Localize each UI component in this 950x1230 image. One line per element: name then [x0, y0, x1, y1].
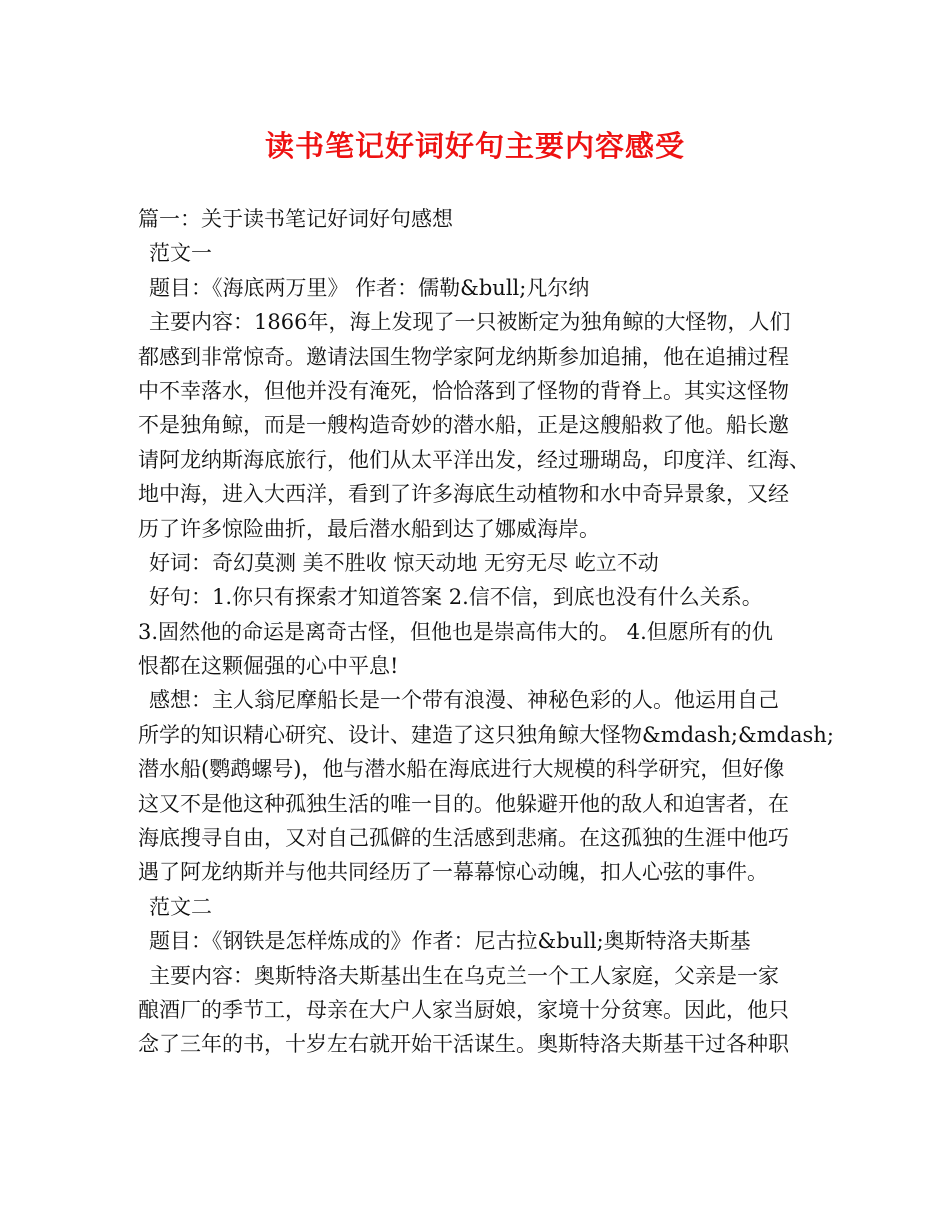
text-line: 潜水船(鹦鹉螺号)，他与潜水船在海底进行大规模的科学研究，但好像 [138, 757, 785, 782]
text-line: 好句：1.你只有探索才知道答案 2.信不信，到底也没有什么关系。 [149, 585, 763, 610]
text-line: 地中海，进入大西洋，看到了许多海底生动植物和水中奇异景象，又经 [138, 482, 789, 507]
text-line: 酿酒厂的季节工，母亲在大户人家当厨娘，家境十分贫寒。因此，他只 [138, 997, 789, 1022]
text-line: 好词：奇幻莫测 美不胜收 惊天动地 无穷无尽 屹立不动 [149, 550, 659, 575]
text-line: 海底搜寻自由，又对自己孤僻的生活感到悲痛。在这孤独的生涯中他巧 [138, 826, 789, 851]
text-line: 篇一：关于读书笔记好词好句感想 [138, 207, 453, 231]
document-title: 读书笔记好词好句主要内容感受 [264, 129, 685, 163]
text-line: 主要内容：奥斯特洛夫斯基出生在乌克兰一个工人家庭，父亲是一家 [149, 963, 779, 988]
text-line: 题目：《海底两万里》 作者：儒勒&bull;凡尔纳 [149, 275, 590, 300]
text-line: 遇了阿龙纳斯并与他共同经历了一幕幕惊心动魄，扣人心弦的事件。 [138, 860, 768, 885]
text-line: 历了许多惊险曲折，最后潜水船到达了娜威海岸。 [138, 516, 600, 541]
text-line: 范文二 [149, 894, 212, 919]
text-line: 都感到非常惊奇。邀请法国生物学家阿龙纳斯参加追捕，他在追捕过程 [138, 344, 789, 369]
text-line: 请阿龙纳斯海底旅行，他们从太平洋出发，经过珊瑚岛，印度洋、红海、 [138, 447, 810, 472]
text-line: 念了三年的书，十岁左右就开始干活谋生。奥斯特洛夫斯基干过各种职 [138, 1032, 789, 1057]
text-line: 恨都在这颗倔强的心中平息! [138, 654, 399, 679]
text-line: 3.固然他的命运是离奇古怪，但他也是崇高伟大的。 4.但愿所有的仇 [138, 619, 773, 644]
text-line: 不是独角鲸，而是一艘构造奇妙的潜水船，正是这艘船救了他。船长邀 [138, 413, 789, 438]
text-line: 题目：《钢铁是怎样炼成的》作者：尼古拉&bull;奥斯特洛夫斯基 [149, 929, 751, 954]
document-body [138, 202, 834, 1062]
text-line: 所学的知识精心研究、设计、建造了这只独角鲸大怪物&mdash;&mdash; [138, 722, 834, 747]
text-line: 感想：主人翁尼摩船长是一个带有浪漫、神秘色彩的人。他运用自己 [149, 688, 779, 713]
text-line: 这又不是他这种孤独生活的唯一目的。他躲避开他的敌人和迫害者，在 [138, 791, 789, 816]
text-line: 中不幸落水，但他并没有淹死，恰恰落到了怪物的背脊上。其实这怪物 [138, 378, 789, 403]
text-line: 主要内容：1866年，海上发现了一只被断定为独角鲸的大怪物，人们 [149, 310, 791, 335]
text-line: 范文一 [149, 241, 212, 266]
